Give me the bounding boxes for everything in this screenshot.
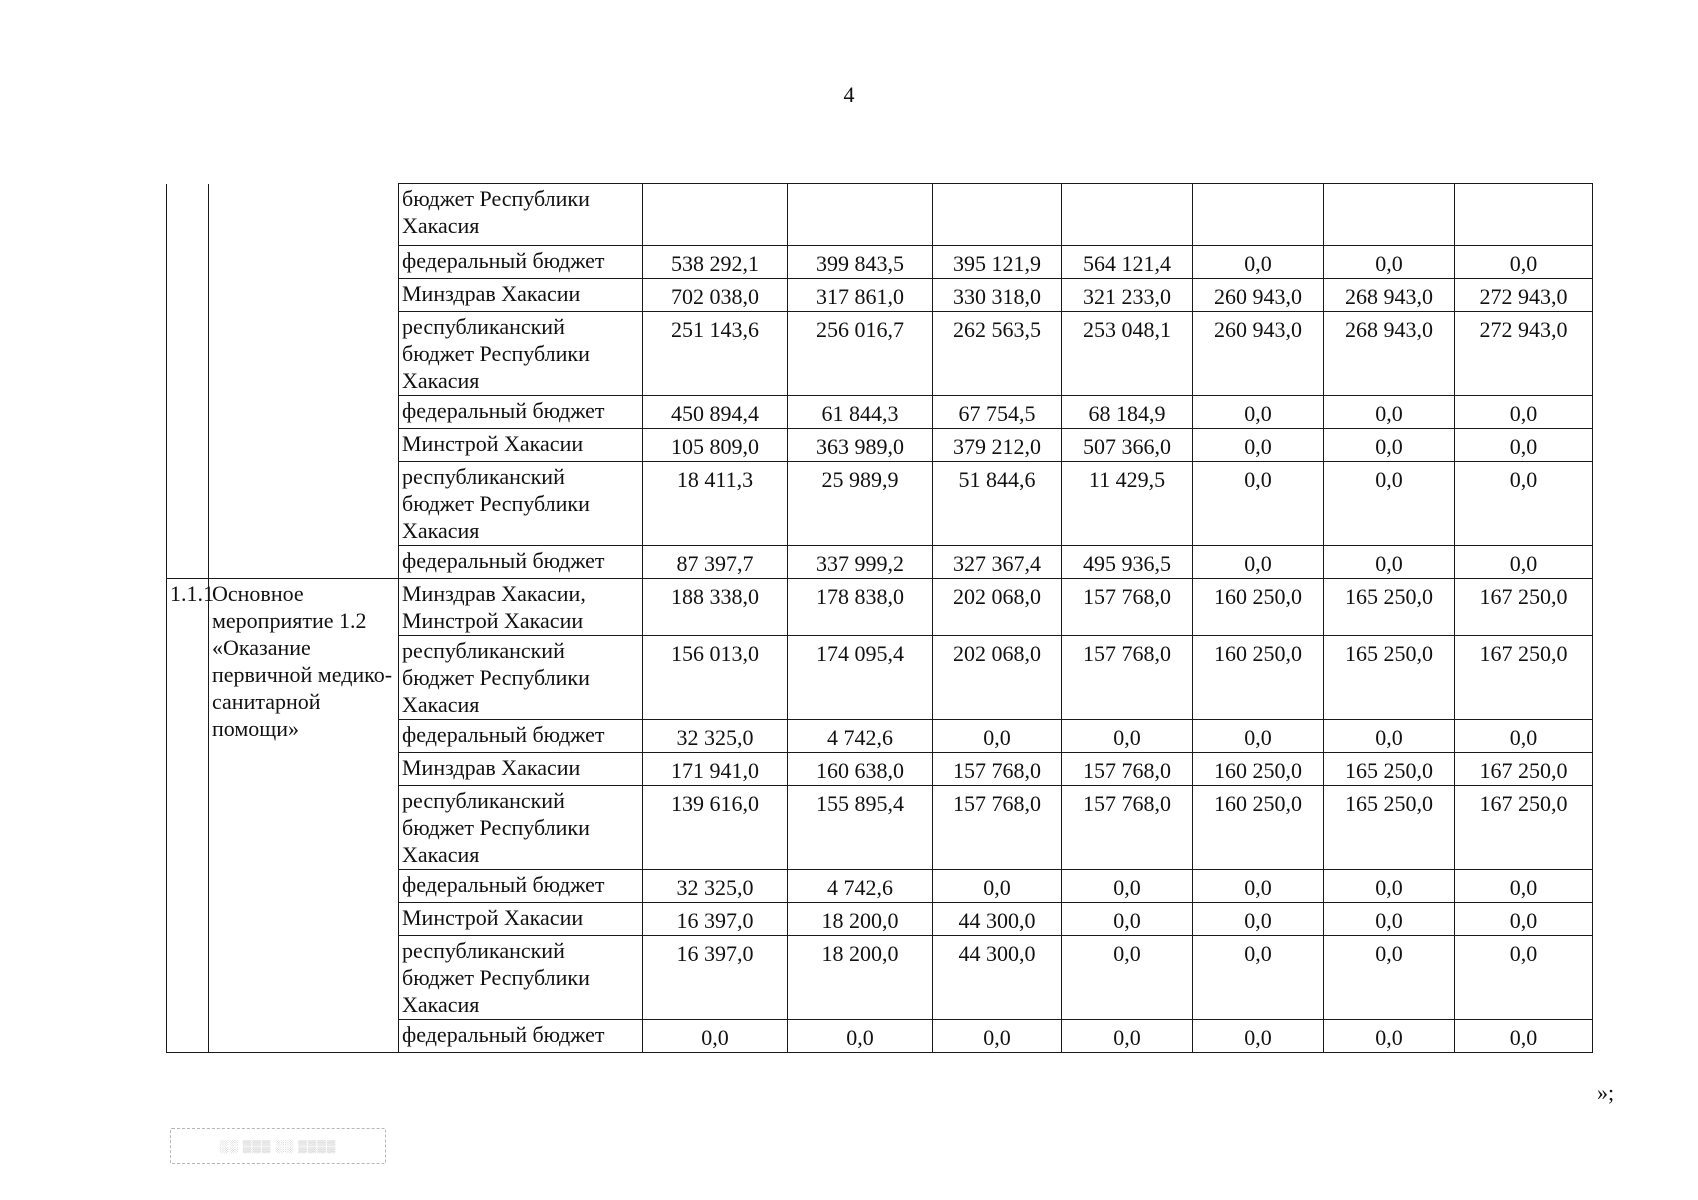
value-cell: 538 292,1 bbox=[643, 246, 788, 279]
funding-source-cell: федеральный бюджет bbox=[399, 1020, 643, 1053]
funding-source-cell: федеральный бюджет bbox=[399, 870, 643, 903]
value-cell: 0,0 bbox=[1324, 396, 1455, 429]
prev-index-cell bbox=[167, 184, 209, 579]
value-cell: 0,0 bbox=[933, 1020, 1062, 1053]
value-cell: 327 367,4 bbox=[933, 546, 1062, 579]
value-cell: 167 250,0 bbox=[1455, 579, 1593, 636]
value-cell: 0,0 bbox=[1062, 936, 1193, 1020]
funding-source-cell: Минздрав Хакасии, Минстрой Хакасии bbox=[399, 579, 643, 636]
value-cell: 61 844,3 bbox=[788, 396, 933, 429]
value-cell: 11 429,5 bbox=[1062, 462, 1193, 546]
value-cell bbox=[643, 184, 788, 246]
value-cell: 0,0 bbox=[1062, 903, 1193, 936]
value-cell: 0,0 bbox=[1455, 396, 1593, 429]
value-cell: 0,0 bbox=[933, 720, 1062, 753]
funding-source-cell: Минздрав Хакасии bbox=[399, 279, 643, 312]
value-cell: 272 943,0 bbox=[1455, 279, 1593, 312]
value-cell: 165 250,0 bbox=[1324, 786, 1455, 870]
value-cell: 157 768,0 bbox=[1062, 753, 1193, 786]
value-cell: 321 233,0 bbox=[1062, 279, 1193, 312]
value-cell: 0,0 bbox=[1193, 246, 1324, 279]
funding-source-cell: федеральный бюджет bbox=[399, 546, 643, 579]
value-cell: 188 338,0 bbox=[643, 579, 788, 636]
funding-source-cell: республиканский бюджет Республики Хакасия bbox=[399, 462, 643, 546]
value-cell: 0,0 bbox=[1324, 546, 1455, 579]
value-cell: 202 068,0 bbox=[933, 636, 1062, 720]
funding-source-cell: Минстрой Хакасии bbox=[399, 429, 643, 462]
value-cell: 167 250,0 bbox=[1455, 753, 1593, 786]
value-cell bbox=[933, 184, 1062, 246]
value-cell: 495 936,5 bbox=[1062, 546, 1193, 579]
value-cell: 165 250,0 bbox=[1324, 636, 1455, 720]
closing-quote: »; bbox=[1597, 1080, 1615, 1105]
value-cell: 0,0 bbox=[1455, 429, 1593, 462]
value-cell: 395 121,9 bbox=[933, 246, 1062, 279]
value-cell: 256 016,7 bbox=[788, 312, 933, 396]
value-cell: 16 397,0 bbox=[643, 936, 788, 1020]
value-cell: 0,0 bbox=[1324, 1020, 1455, 1053]
value-cell: 0,0 bbox=[1193, 903, 1324, 936]
value-cell: 0,0 bbox=[1324, 429, 1455, 462]
value-cell: 160 638,0 bbox=[788, 753, 933, 786]
value-cell: 564 121,4 bbox=[1062, 246, 1193, 279]
value-cell: 507 366,0 bbox=[1062, 429, 1193, 462]
value-cell: 44 300,0 bbox=[933, 903, 1062, 936]
funding-source-cell: республиканский бюджет Республики Хакасия bbox=[399, 312, 643, 396]
value-cell: 18 200,0 bbox=[788, 903, 933, 936]
value-cell: 0,0 bbox=[1193, 546, 1324, 579]
value-cell: 0,0 bbox=[933, 870, 1062, 903]
value-cell: 156 013,0 bbox=[643, 636, 788, 720]
funding-source-cell: республиканский бюджет Республики Хакасия bbox=[399, 786, 643, 870]
table-row bbox=[167, 579, 1593, 636]
item-title: Основное мероприятие 1.2 «Оказание первичной медико-санитарной помощи» bbox=[209, 579, 399, 1053]
value-cell: 160 250,0 bbox=[1193, 786, 1324, 870]
value-cell bbox=[1193, 184, 1324, 246]
value-cell: 171 941,0 bbox=[643, 753, 788, 786]
funding-source-cell: федеральный бюджет bbox=[399, 396, 643, 429]
funding-source-cell: бюджет Республики Хакасия bbox=[399, 184, 643, 246]
value-cell bbox=[788, 184, 933, 246]
value-cell: 0,0 bbox=[1193, 462, 1324, 546]
prev-title-cell bbox=[209, 184, 399, 579]
value-cell: 0,0 bbox=[1324, 870, 1455, 903]
value-cell: 0,0 bbox=[1455, 462, 1593, 546]
page-number: 4 bbox=[843, 82, 855, 107]
value-cell: 399 843,5 bbox=[788, 246, 933, 279]
value-cell: 260 943,0 bbox=[1193, 312, 1324, 396]
value-cell: 0,0 bbox=[1455, 546, 1593, 579]
value-cell: 157 768,0 bbox=[1062, 786, 1193, 870]
value-cell: 165 250,0 bbox=[1324, 579, 1455, 636]
value-cell: 157 768,0 bbox=[1062, 579, 1193, 636]
value-cell bbox=[1324, 184, 1455, 246]
value-cell: 155 895,4 bbox=[788, 786, 933, 870]
value-cell: 363 989,0 bbox=[788, 429, 933, 462]
value-cell: 0,0 bbox=[1193, 429, 1324, 462]
value-cell bbox=[1062, 184, 1193, 246]
value-cell: 317 861,0 bbox=[788, 279, 933, 312]
value-cell: 379 212,0 bbox=[933, 429, 1062, 462]
item-index: 1.1.1 bbox=[167, 579, 209, 1053]
value-cell: 268 943,0 bbox=[1324, 312, 1455, 396]
value-cell: 157 768,0 bbox=[1062, 636, 1193, 720]
funding-source-cell: федеральный бюджет bbox=[399, 246, 643, 279]
value-cell: 0,0 bbox=[1455, 870, 1593, 903]
value-cell: 160 250,0 bbox=[1193, 753, 1324, 786]
value-cell: 330 318,0 bbox=[933, 279, 1062, 312]
value-cell: 0,0 bbox=[1455, 903, 1593, 936]
value-cell: 139 616,0 bbox=[643, 786, 788, 870]
value-cell: 167 250,0 bbox=[1455, 786, 1593, 870]
value-cell: 702 038,0 bbox=[643, 279, 788, 312]
value-cell: 157 768,0 bbox=[933, 753, 1062, 786]
value-cell: 0,0 bbox=[1193, 720, 1324, 753]
value-cell: 87 397,7 bbox=[643, 546, 788, 579]
value-cell: 105 809,0 bbox=[643, 429, 788, 462]
value-cell: 0,0 bbox=[1324, 936, 1455, 1020]
value-cell: 18 411,3 bbox=[643, 462, 788, 546]
value-cell: 67 754,5 bbox=[933, 396, 1062, 429]
value-cell: 32 325,0 bbox=[643, 870, 788, 903]
value-cell: 0,0 bbox=[1193, 870, 1324, 903]
funding-source-cell: Минстрой Хакасии bbox=[399, 903, 643, 936]
value-cell: 44 300,0 bbox=[933, 936, 1062, 1020]
value-cell: 16 397,0 bbox=[643, 903, 788, 936]
value-cell: 0,0 bbox=[1324, 246, 1455, 279]
value-cell: 165 250,0 bbox=[1324, 753, 1455, 786]
value-cell: 0,0 bbox=[1455, 1020, 1593, 1053]
value-cell: 167 250,0 bbox=[1455, 636, 1593, 720]
value-cell: 0,0 bbox=[1324, 462, 1455, 546]
value-cell: 0,0 bbox=[1455, 720, 1593, 753]
value-cell: 174 095,4 bbox=[788, 636, 933, 720]
value-cell: 68 184,9 bbox=[1062, 396, 1193, 429]
value-cell: 0,0 bbox=[788, 1020, 933, 1053]
funding-source-cell: федеральный бюджет bbox=[399, 720, 643, 753]
value-cell: 178 838,0 bbox=[788, 579, 933, 636]
table-row bbox=[167, 184, 1593, 246]
value-cell: 0,0 bbox=[1193, 936, 1324, 1020]
value-cell: 0,0 bbox=[1455, 246, 1593, 279]
value-cell: 272 943,0 bbox=[1455, 312, 1593, 396]
funding-table-body bbox=[167, 184, 1593, 1053]
value-cell: 251 143,6 bbox=[643, 312, 788, 396]
value-cell: 268 943,0 bbox=[1324, 279, 1455, 312]
value-cell: 4 742,6 bbox=[788, 870, 933, 903]
funding-source-cell: республиканский бюджет Республики Хакасия bbox=[399, 636, 643, 720]
funding-source-cell: Минздрав Хакасии bbox=[399, 753, 643, 786]
value-cell: 450 894,4 bbox=[643, 396, 788, 429]
funding-source-cell: республиканский бюджет Республики Хакасия bbox=[399, 936, 643, 1020]
value-cell: 0,0 bbox=[1324, 903, 1455, 936]
value-cell: 0,0 bbox=[1193, 396, 1324, 429]
value-cell: 18 200,0 bbox=[788, 936, 933, 1020]
value-cell: 0,0 bbox=[1455, 936, 1593, 1020]
value-cell: 337 999,2 bbox=[788, 546, 933, 579]
value-cell bbox=[1455, 184, 1593, 246]
value-cell: 202 068,0 bbox=[933, 579, 1062, 636]
value-cell: 262 563,5 bbox=[933, 312, 1062, 396]
value-cell: 260 943,0 bbox=[1193, 279, 1324, 312]
value-cell: 0,0 bbox=[1062, 870, 1193, 903]
value-cell: 157 768,0 bbox=[933, 786, 1062, 870]
value-cell: 25 989,9 bbox=[788, 462, 933, 546]
value-cell: 0,0 bbox=[1193, 1020, 1324, 1053]
value-cell: 160 250,0 bbox=[1193, 636, 1324, 720]
value-cell: 4 742,6 bbox=[788, 720, 933, 753]
funding-table bbox=[166, 183, 1593, 1053]
stamp-mark: ░░ ▒▒▒ ░░ ▒▒▒▒ bbox=[170, 1128, 386, 1164]
value-cell: 51 844,6 bbox=[933, 462, 1062, 546]
value-cell: 0,0 bbox=[643, 1020, 788, 1053]
value-cell: 253 048,1 bbox=[1062, 312, 1193, 396]
value-cell: 0,0 bbox=[1062, 720, 1193, 753]
value-cell: 0,0 bbox=[1062, 1020, 1193, 1053]
value-cell: 160 250,0 bbox=[1193, 579, 1324, 636]
value-cell: 0,0 bbox=[1324, 720, 1455, 753]
value-cell: 32 325,0 bbox=[643, 720, 788, 753]
